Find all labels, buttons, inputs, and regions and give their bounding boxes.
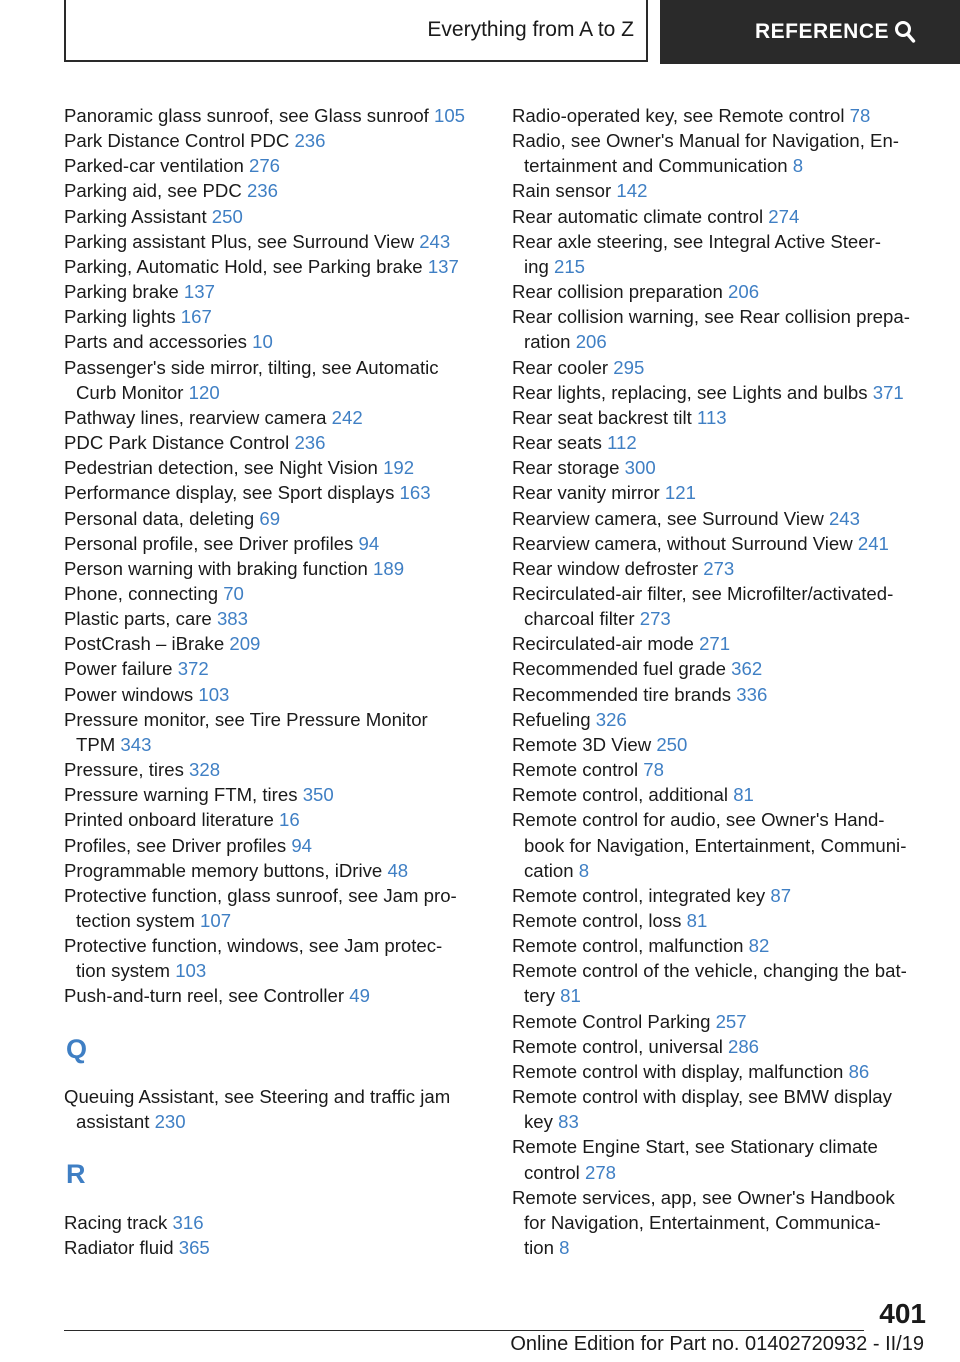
index-term: Parking brake bbox=[64, 281, 179, 303]
index-entry bbox=[64, 204, 484, 229]
page-reference-link[interactable]: 350 bbox=[302, 784, 334, 806]
index-entry bbox=[512, 103, 922, 128]
index-term: Programmable memory buttons, iDrive bbox=[64, 859, 383, 881]
index-term: Parts and accessories bbox=[64, 331, 247, 353]
index-term: tery bbox=[524, 985, 555, 1007]
index-term: Pressure warning FTM, tires bbox=[64, 784, 298, 806]
index-entry bbox=[512, 279, 922, 304]
index-entry bbox=[64, 556, 484, 581]
index-entry bbox=[64, 833, 484, 858]
index-term: Parking lights bbox=[64, 306, 176, 328]
index-entry bbox=[64, 606, 484, 631]
page-reference-link[interactable]: 81 bbox=[560, 985, 581, 1007]
index-entry bbox=[512, 1059, 922, 1084]
page-reference-link[interactable]: 70 bbox=[223, 582, 244, 604]
index-entry bbox=[64, 405, 484, 430]
index-entry bbox=[512, 1185, 922, 1260]
page-number: 401 bbox=[879, 1298, 926, 1329]
page-reference-link[interactable]: 326 bbox=[595, 708, 627, 730]
index-term: Parking Assistant bbox=[64, 205, 207, 227]
index-entry bbox=[64, 128, 484, 153]
page-reference-link[interactable]: 113 bbox=[696, 406, 727, 428]
page-reference-link[interactable]: 142 bbox=[616, 180, 648, 202]
index-entry bbox=[64, 581, 484, 606]
page-reference-link[interactable]: 300 bbox=[624, 457, 656, 479]
index-term: Performance display, see Sport displays bbox=[64, 482, 395, 504]
index-entry bbox=[512, 908, 922, 933]
index-term: Personal data, deleting bbox=[64, 507, 255, 529]
index-entry bbox=[64, 858, 484, 883]
index-term: PDC Park Distance Control bbox=[64, 432, 290, 454]
page-reference-link[interactable]: 276 bbox=[249, 155, 281, 177]
index-letter-heading: Q bbox=[66, 1033, 88, 1064]
index-term: Remote 3D View bbox=[512, 733, 652, 755]
footer-edition: Online Edition for Part no. 01402720932 - II/19 bbox=[510, 1333, 924, 1355]
index-entry bbox=[512, 380, 922, 405]
index-column-right bbox=[512, 103, 922, 1260]
index-term: tion bbox=[524, 1237, 554, 1259]
page-reference-link[interactable]: 86 bbox=[848, 1060, 870, 1082]
index-entry bbox=[512, 430, 922, 455]
page-reference-link[interactable]: 78 bbox=[643, 759, 664, 781]
page-reference-link[interactable]: 48 bbox=[387, 859, 409, 881]
index-term: Rear window defroster bbox=[512, 557, 699, 579]
index-entry bbox=[64, 1084, 484, 1134]
index-term: key bbox=[524, 1111, 553, 1133]
page-reference-link[interactable]: 383 bbox=[216, 608, 248, 630]
index-term: Power windows bbox=[64, 683, 194, 705]
index-term: Racing track bbox=[64, 1211, 168, 1233]
page-reference-link[interactable]: 316 bbox=[172, 1211, 204, 1233]
page-reference-link[interactable]: 137 bbox=[427, 255, 459, 277]
index-entry bbox=[512, 707, 922, 732]
index-term: Rear axle steering, see Integral Active Steer- bbox=[512, 230, 881, 252]
page-reference-link[interactable]: 365 bbox=[178, 1236, 210, 1258]
page-reference-link[interactable]: 112 bbox=[607, 432, 637, 454]
index-term: assistant bbox=[76, 1111, 150, 1133]
index-term: Pedestrian detection, see Night Vision bbox=[64, 457, 378, 479]
index-entry bbox=[64, 229, 484, 254]
search-icon bbox=[894, 20, 916, 44]
index-term: Power failure bbox=[64, 658, 173, 680]
page-reference-link[interactable]: 371 bbox=[872, 381, 904, 403]
page-reference-link[interactable]: 295 bbox=[613, 356, 645, 378]
page-reference-link[interactable]: 69 bbox=[259, 507, 281, 529]
index-entry bbox=[512, 732, 922, 757]
index-term: Rear collision preparation bbox=[512, 281, 723, 303]
index-term: Radio-operated key, see Remote control bbox=[512, 105, 845, 126]
index-entry bbox=[64, 506, 484, 531]
index-term: Parking aid, see PDC bbox=[64, 180, 242, 202]
page-reference-link[interactable]: 215 bbox=[554, 255, 586, 277]
index-term: Remote control bbox=[512, 759, 639, 781]
page-reference-link[interactable]: 105 bbox=[434, 105, 466, 126]
index-term: Remote control of the vehicle, changing the bat- bbox=[512, 960, 907, 982]
page-reference-link[interactable]: 236 bbox=[294, 130, 326, 152]
index-entry bbox=[64, 782, 484, 807]
index-term: Parking, Automatic Hold, see Parking brake bbox=[64, 255, 423, 277]
index-entry bbox=[64, 933, 484, 983]
index-entry bbox=[64, 883, 484, 933]
index-term: Remote control, additional bbox=[512, 784, 729, 806]
page-reference-link[interactable]: 273 bbox=[639, 608, 671, 630]
page-reference-link[interactable]: 362 bbox=[731, 658, 763, 680]
index-entry bbox=[512, 556, 922, 581]
page-reference-link[interactable]: 257 bbox=[715, 1010, 747, 1032]
index-term: charcoal filter bbox=[524, 608, 635, 630]
page-reference-link[interactable]: 8 bbox=[578, 859, 590, 881]
index-entry bbox=[512, 1134, 922, 1184]
index-entry bbox=[512, 128, 922, 178]
index-entry bbox=[512, 531, 922, 556]
index-term: Remote control for audio, see Owner's Hand- bbox=[512, 809, 885, 831]
index-entry bbox=[512, 782, 922, 807]
index-term: Rear cooler bbox=[512, 356, 609, 378]
index-entry bbox=[512, 506, 922, 531]
index-entry bbox=[64, 707, 484, 757]
index-term: Recommended fuel grade bbox=[512, 658, 726, 680]
index-term: tection system bbox=[76, 910, 195, 931]
page-reference-link[interactable]: 206 bbox=[575, 331, 607, 353]
index-entry bbox=[64, 103, 484, 128]
index-term: Pressure, tires bbox=[64, 759, 184, 781]
index-entry bbox=[64, 631, 484, 656]
index-entry bbox=[512, 229, 922, 279]
index-term: Rear automatic climate control bbox=[512, 205, 764, 227]
page-reference-link[interactable]: 107 bbox=[200, 910, 232, 931]
index-term: Pathway lines, rearview camera bbox=[64, 406, 327, 428]
index-term: Recommended tire brands bbox=[512, 683, 732, 705]
index-term: ing bbox=[524, 255, 549, 277]
index-entry bbox=[64, 1235, 484, 1260]
index-term: ration bbox=[524, 331, 571, 353]
index-letter-heading: R bbox=[66, 1159, 86, 1190]
page-reference-link[interactable]: 273 bbox=[703, 557, 735, 579]
index-term: Radio, see Owner's Manual for Navigation, En- bbox=[512, 130, 899, 152]
index-entry bbox=[64, 1210, 484, 1235]
index-entry bbox=[512, 204, 922, 229]
page-reference-link[interactable]: 81 bbox=[686, 910, 708, 931]
page-reference-link[interactable]: 336 bbox=[736, 683, 768, 705]
index-term: Rear collision warning, see Rear collision prepa- bbox=[512, 306, 910, 328]
page-reference-link[interactable]: 94 bbox=[358, 532, 380, 554]
index-entry bbox=[512, 581, 922, 631]
index-column-left bbox=[64, 103, 484, 1260]
page-reference-link[interactable]: 121 bbox=[664, 482, 696, 504]
index-term: Parking assistant Plus, see Surround View bbox=[64, 230, 415, 252]
index-term: tertainment and Communication bbox=[524, 155, 788, 177]
index-term: Rearview camera, without Surround View bbox=[512, 532, 853, 554]
index-entry bbox=[512, 405, 922, 430]
page-reference-link[interactable]: 49 bbox=[349, 985, 370, 1007]
index-entry bbox=[512, 178, 922, 203]
index-term: Remote control, malfunction bbox=[512, 935, 744, 957]
page-reference-link[interactable]: 103 bbox=[198, 683, 230, 705]
index-entry bbox=[64, 279, 484, 304]
index-term: Passenger's side mirror, tilting, see Automatic bbox=[64, 356, 439, 378]
index-term: Recirculated-air mode bbox=[512, 633, 694, 655]
index-term: Rear lights, replacing, see Lights and bulbs bbox=[512, 381, 868, 403]
index-term: for Navigation, Entertainment, Communica- bbox=[524, 1211, 881, 1233]
index-term: Push-and-turn reel, see Controller bbox=[64, 985, 345, 1007]
page-header bbox=[0, 0, 960, 66]
index-term: Rear seats bbox=[512, 432, 602, 454]
index-entry bbox=[512, 631, 922, 656]
page-reference-link[interactable]: 286 bbox=[728, 1035, 760, 1057]
page-reference-link[interactable]: 81 bbox=[733, 784, 754, 806]
index-term: Remote Engine Start, see Stationary climate bbox=[512, 1136, 878, 1158]
page-reference-link[interactable]: 8 bbox=[559, 1237, 570, 1259]
index-term: Personal profile, see Driver profiles bbox=[64, 532, 354, 554]
index-term: cation bbox=[524, 859, 574, 881]
index-entry bbox=[64, 807, 484, 832]
page-reference-link[interactable]: 82 bbox=[748, 935, 770, 957]
index-term: Profiles, see Driver profiles bbox=[64, 834, 287, 856]
index-entry bbox=[512, 656, 922, 681]
index-entry bbox=[64, 656, 484, 681]
index-entry bbox=[512, 883, 922, 908]
page-reference-link[interactable]: 271 bbox=[699, 633, 731, 655]
index-term: Person warning with braking function bbox=[64, 557, 368, 579]
page-reference-link[interactable]: 250 bbox=[211, 205, 243, 227]
index-term: Curb Monitor bbox=[76, 381, 184, 403]
index-entry bbox=[512, 1009, 922, 1034]
index-term: Panoramic glass sunroof, see Glass sunroof bbox=[64, 105, 429, 126]
page-reference-link[interactable]: 242 bbox=[331, 406, 363, 428]
index-term: Remote services, app, see Owner's Handbook bbox=[512, 1186, 895, 1208]
index-entry bbox=[64, 304, 484, 329]
index-term: Remote control, integrated key bbox=[512, 884, 766, 906]
index-entry bbox=[512, 1084, 922, 1134]
index-entry bbox=[512, 757, 922, 782]
index-term: Protective function, windows, see Jam protec- bbox=[64, 935, 443, 957]
index-term: Phone, connecting bbox=[64, 582, 219, 604]
index-term: Rear vanity mirror bbox=[512, 482, 660, 504]
index-term: Rain sensor bbox=[512, 180, 612, 202]
page-reference-link[interactable]: 241 bbox=[857, 532, 889, 554]
index-entry bbox=[512, 807, 922, 882]
index-entry bbox=[64, 153, 484, 178]
chapter-title: REFERENCE bbox=[755, 20, 890, 43]
index-term: book for Navigation, Entertainment, Communi- bbox=[524, 834, 907, 856]
index-entry bbox=[512, 480, 922, 505]
page-reference-link[interactable]: 274 bbox=[768, 205, 800, 227]
index-term: Plastic parts, care bbox=[64, 608, 212, 630]
index-term: Remote control with display, malfunction bbox=[512, 1060, 844, 1082]
index-term: Remote Control Parking bbox=[512, 1010, 711, 1032]
footer-divider bbox=[64, 1330, 864, 1331]
index-entry bbox=[64, 983, 484, 1008]
page-reference-link[interactable]: 372 bbox=[177, 658, 209, 680]
index-entry bbox=[64, 355, 484, 405]
index-term: Remote control, universal bbox=[512, 1035, 723, 1057]
page-reference-link[interactable]: 250 bbox=[656, 733, 688, 755]
index-term: Radiator fluid bbox=[64, 1236, 174, 1258]
index-entry bbox=[512, 304, 922, 354]
page-reference-link[interactable]: 8 bbox=[792, 155, 804, 177]
index-term: Pressure monitor, see Tire Pressure Monitor bbox=[64, 708, 428, 730]
index-term: Rear storage bbox=[512, 457, 620, 479]
page-reference-link[interactable]: 163 bbox=[399, 482, 431, 504]
section-title: Everything from A to Z bbox=[64, 0, 648, 62]
index-entry bbox=[64, 531, 484, 556]
chapter-tab bbox=[660, 0, 960, 64]
index-term: TPM bbox=[76, 733, 116, 755]
index-entry bbox=[64, 329, 484, 354]
page-reference-link[interactable]: 209 bbox=[229, 633, 261, 655]
page-reference-link[interactable]: 120 bbox=[188, 381, 220, 403]
page-reference-link[interactable]: 278 bbox=[584, 1161, 617, 1183]
index-term: Remote control, loss bbox=[512, 910, 682, 931]
index-term: Park Distance Control PDC bbox=[64, 130, 290, 152]
index-term: Printed onboard literature bbox=[64, 809, 274, 831]
page-reference-link[interactable]: 83 bbox=[558, 1111, 579, 1133]
index-entry bbox=[64, 178, 484, 203]
index-term: Rear seat backrest tilt bbox=[512, 406, 692, 428]
index-term: Remote control with display, see BMW display bbox=[512, 1086, 892, 1108]
page-reference-link[interactable]: 167 bbox=[180, 306, 212, 328]
index-entry bbox=[64, 430, 484, 455]
index-entry bbox=[512, 933, 922, 958]
index-entry bbox=[64, 757, 484, 782]
page-reference-link[interactable]: 236 bbox=[246, 180, 278, 202]
page-reference-link[interactable]: 192 bbox=[383, 457, 415, 479]
page-reference-link[interactable]: 10 bbox=[252, 331, 273, 353]
page-reference-link[interactable]: 94 bbox=[291, 834, 313, 856]
index-entry bbox=[512, 455, 922, 480]
index-entry bbox=[64, 480, 484, 505]
index-entry bbox=[512, 355, 922, 380]
index-entry bbox=[64, 682, 484, 707]
index-term: control bbox=[524, 1161, 580, 1183]
index-term: Parked-car ventilation bbox=[64, 155, 244, 177]
index-term: Recirculated-air filter, see Microfilter/activated- bbox=[512, 582, 894, 604]
page-reference-link[interactable]: 78 bbox=[849, 105, 871, 126]
index-term: PostCrash – iBrake bbox=[64, 633, 225, 655]
index-entry bbox=[512, 682, 922, 707]
page-reference-link[interactable]: 243 bbox=[828, 507, 860, 529]
page-reference-link[interactable]: 243 bbox=[419, 230, 451, 252]
index-entry bbox=[512, 1034, 922, 1059]
page-reference-link[interactable]: 137 bbox=[183, 281, 215, 303]
page-reference-link[interactable]: 103 bbox=[175, 960, 207, 982]
index-entry bbox=[64, 254, 484, 279]
index-term: Protective function, glass sunroof, see Jam pro- bbox=[64, 884, 457, 906]
index-entry bbox=[512, 958, 922, 1008]
index-term: Queuing Assistant, see Steering and traffic jam bbox=[64, 1086, 451, 1108]
page-reference-link[interactable]: 206 bbox=[728, 281, 760, 303]
index-entry bbox=[64, 455, 484, 480]
page-reference-link[interactable]: 16 bbox=[279, 809, 300, 831]
page-reference-link[interactable]: 189 bbox=[373, 557, 405, 579]
page-reference-link[interactable]: 343 bbox=[120, 733, 152, 755]
index-term: Refueling bbox=[512, 708, 591, 730]
page-reference-link[interactable]: 87 bbox=[770, 884, 792, 906]
page-reference-link[interactable]: 230 bbox=[154, 1111, 186, 1133]
page-reference-link[interactable]: 236 bbox=[294, 432, 326, 454]
index-term: tion system bbox=[76, 960, 171, 982]
index-term: Rearview camera, see Surround View bbox=[512, 507, 824, 529]
page-reference-link[interactable]: 328 bbox=[189, 759, 221, 781]
